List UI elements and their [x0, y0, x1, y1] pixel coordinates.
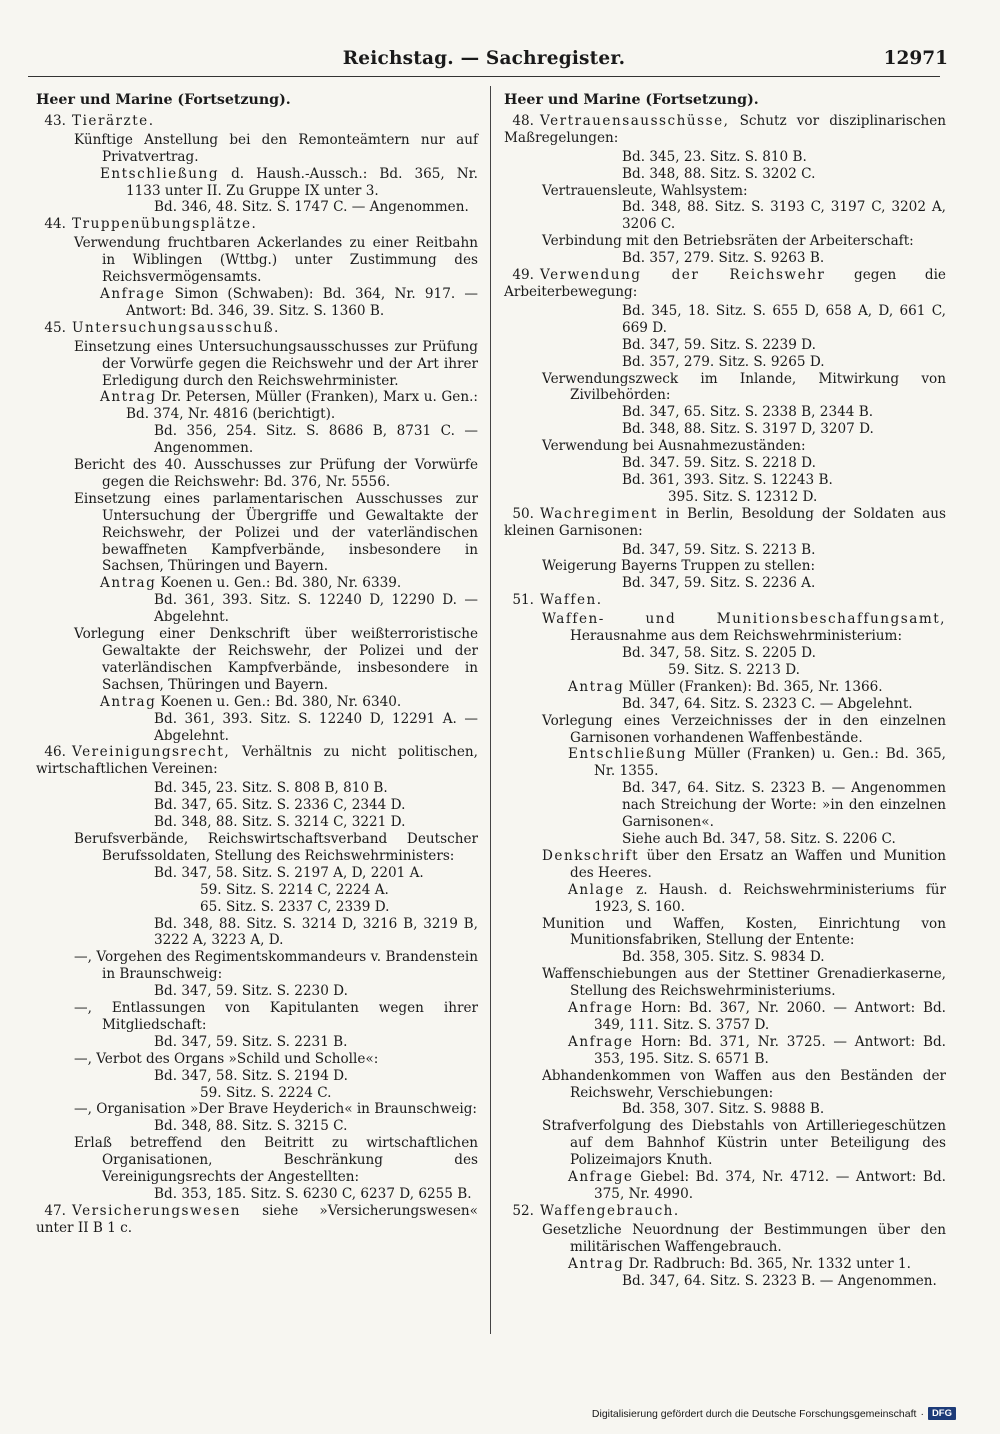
line-text: Verwendung fruchtbaren Ackerlandes zu einer Reitbahn in Wiblingen (Wttbg.) unter Zustimmung des Reichsvermögensamts.	[74, 235, 478, 286]
dfg-logo: DFG	[928, 1407, 956, 1420]
line-text: Bd. 361, 393. Sitz. S. 12243 B.	[622, 471, 833, 488]
line-text: Verwendungszweck im Inlande, Mitwirkung von Zivilbehörden:	[542, 370, 946, 404]
index-line	[36, 286, 478, 320]
index-line	[36, 983, 478, 1000]
footer	[592, 1407, 956, 1420]
line-text: Bd. 348, 88. Sitz. S. 3197 D, 3207 D.	[622, 421, 874, 438]
index-line	[504, 1118, 946, 1169]
line-text: Bd. 358, 307. Sitz. S. 9888 B.	[622, 1101, 825, 1118]
line-text: Bd. 345, 18. Sitz. S. 655 D, 658 A, D, 661 C, 669 D.	[622, 302, 946, 336]
line-text: Bd. 348, 88. Sitz. S. 3202 C.	[622, 165, 816, 182]
spaced-term: Antrag	[100, 389, 157, 406]
index-line	[504, 966, 946, 1000]
line-text: Horn: Bd. 367, Nr. 2060. — Antwort: Bd. 349, 111. Sitz. S. 3757 D.	[594, 1000, 946, 1033]
index-entry	[504, 506, 946, 540]
index-line	[36, 132, 478, 166]
index-line	[36, 199, 478, 216]
index-line	[36, 389, 478, 423]
line-text: Strafverfolgung des Diebstahls von Artilleriegeschützen auf dem Bahnhof Küstrin unter Beteiligung des Polizeimajors Knuth.	[542, 1118, 946, 1169]
line-text: gegen die Arbeiterbewegung:	[504, 267, 946, 300]
line-text: Koenen u. Gen.: Bd. 380, Nr. 6339.	[156, 575, 402, 592]
line-text: Munition und Waffen, Kosten, Einrichtung von Munitionsfabriken, Stellung der Entente:	[542, 915, 946, 949]
index-line	[36, 457, 478, 491]
spaced-term: Entschließung	[100, 165, 220, 182]
index-line	[504, 1000, 946, 1034]
index-line	[36, 1085, 478, 1102]
line-text: Verbindung mit den Betriebsräten der Arbeiterschaft:	[542, 233, 914, 250]
index-line	[504, 354, 946, 371]
line-text: 65. Sitz. S. 2337 C, 2339 D.	[200, 898, 390, 915]
index-line	[504, 1273, 946, 1290]
index-line	[36, 626, 478, 694]
index-line	[36, 1034, 478, 1051]
index-line	[504, 949, 946, 966]
index-entry	[36, 744, 478, 778]
index-entry	[504, 267, 946, 301]
line-text: Bd. 347, 58. Sitz. S. 2197 A, D, 2201 A.	[154, 864, 424, 881]
line-text: Bd. 347, 64. Sitz. S. 2323 C. — Abgelehnt.	[622, 695, 913, 712]
index-entry	[36, 113, 478, 130]
index-line	[504, 662, 946, 679]
line-text: Bd. 361, 393. Sitz. S. 12240 D, 12291 A. — Abgelehnt.	[154, 710, 478, 744]
line-text: Abhandenkommen von Waffen aus den Beständen der Reichswehr, Verschiebungen:	[542, 1067, 946, 1101]
spaced-term: Wachregiment	[540, 505, 659, 522]
index-line	[504, 1256, 946, 1273]
index-line	[504, 233, 946, 250]
left-column	[36, 92, 478, 1239]
index-line	[36, 831, 478, 865]
spaced-term: Anfrage	[568, 1169, 634, 1186]
line-text: z. Haush. d. Reichswehrministeriums für 1923, S. 160.	[594, 881, 946, 915]
spaced-term: Anfrage	[568, 1000, 634, 1017]
line-text: Bd. 348, 88. Sitz. S. 3193 C, 3197 C, 3202 A, 3206 C.	[622, 199, 946, 233]
line-text: siehe »Versicherungswesen« unter II B 1 c.	[36, 1202, 478, 1236]
line-text: Bd. 347, 59. Sitz. S. 2236 A.	[622, 575, 816, 592]
index-line	[36, 797, 478, 814]
index-line	[504, 696, 946, 713]
line-text: Bd. 361, 393. Sitz. S. 12240 D, 12290 D. — Abgelehnt.	[154, 592, 478, 626]
line-text: 59. Sitz. S. 2214 C, 2224 A.	[200, 881, 389, 898]
line-text: Bd. 347, 64. Sitz. S. 2323 B. — Angenommen.	[622, 1272, 937, 1289]
index-line	[36, 1186, 478, 1203]
page-number: 12971	[883, 48, 948, 69]
spaced-term: Versicherungswesen	[72, 1202, 241, 1219]
line-text: Bd. 346, 48. Sitz. S. 1747 C. — Angenommen.	[154, 199, 469, 216]
index-line	[504, 611, 946, 645]
line-text: 395. Sitz. S. 12312 D.	[668, 488, 818, 505]
spaced-term: Verwendung der Reichswehr	[540, 267, 826, 284]
index-line	[504, 421, 946, 438]
index-line	[36, 711, 478, 745]
line-text: Giebel: Bd. 374, Nr. 4712. — Antwort: Bd. 375, Nr. 4990.	[594, 1169, 946, 1202]
line-text: Bd. 345, 23. Sitz. S. 808 B, 810 B.	[154, 780, 388, 797]
index-line	[36, 1118, 478, 1135]
index-line	[36, 1000, 478, 1034]
index-line	[504, 780, 946, 831]
line-text: Bd. 347, 65. Sitz. S. 2338 B, 2344 B.	[622, 404, 874, 421]
line-text: in Berlin, Besoldung der Soldaten aus kleinen Garnisonen:	[504, 505, 946, 539]
spaced-term: Anfrage	[100, 285, 166, 302]
page-header	[28, 48, 948, 77]
index-line	[504, 575, 946, 592]
index-entry	[36, 1203, 478, 1237]
line-text: Bericht des 40. Ausschusses zur Prüfung der Vorwürfe gegen die Reichswehr: Bd. 376, Nr. 5556.	[74, 457, 478, 490]
line-text: 59. Sitz. S. 2224 C.	[200, 1084, 332, 1101]
spaced-term: Truppenübungsplätze.	[72, 216, 258, 233]
index-line	[504, 645, 946, 662]
section-heading: Heer und Marine (Fortsetzung).	[36, 92, 291, 108]
index-line	[36, 592, 478, 626]
line-text: Bd. 347, 58. Sitz. S. 2194 D.	[154, 1067, 348, 1084]
spaced-term: Untersuchungsausschuß.	[72, 319, 280, 336]
line-text: Bd. 348, 88. Sitz. S. 3215 C.	[154, 1118, 348, 1135]
line-text: Berufsverbände, Reichswirtschaftsverband Deutscher Berufssoldaten, Stellung des Reichswehrministers:	[74, 830, 478, 864]
index-line	[36, 882, 478, 899]
entry-number: 47.	[44, 1202, 66, 1219]
spaced-term: Tierärzte.	[72, 112, 155, 129]
line-text: Bd. 347, 58. Sitz. S. 2205 D.	[622, 645, 816, 661]
line-text: Simon (Schwaben): Bd. 364, Nr. 917. — Antwort: Bd. 346, 39. Sitz. S. 1360 B.	[126, 285, 478, 319]
index-line	[36, 423, 478, 457]
running-title: Reichstag. — Sachregister.	[342, 48, 626, 69]
line-text: Verwendung bei Ausnahmezuständen:	[542, 438, 806, 455]
spaced-term: Anfrage	[568, 1033, 634, 1050]
index-line	[36, 780, 478, 797]
spaced-term: Waffen- und Munitionsbeschaffungsamt,	[542, 611, 946, 628]
right-column	[504, 92, 946, 1289]
index-line	[36, 1135, 478, 1186]
line-text: Bd. 347, 59. Sitz. S. 2239 D.	[622, 336, 816, 353]
index-line	[504, 472, 946, 489]
entry-number: 45.	[44, 319, 66, 336]
spaced-term: Antrag	[100, 693, 157, 710]
index-line	[504, 746, 946, 780]
line-text: Müller (Franken) u. Gen.: Bd. 365, Nr. 1355.	[594, 746, 946, 780]
line-text: Horn: Bd. 371, Nr. 3725. — Antwort: Bd. 353, 195. Sitz. S. 6571 B.	[594, 1033, 946, 1067]
line-text: Vertrauensleute, Wahlsystem:	[542, 182, 748, 199]
funding-note: Digitalisierung gefördert durch die Deutsche Forschungsgemeinschaft	[591, 1407, 917, 1420]
index-line	[504, 1068, 946, 1102]
line-text: —, Vorgehen des Regimentskommandeurs v. Brandenstein in Braunschweig:	[74, 949, 478, 983]
line-text: Herausnahme aus dem Reichswehrministerium:	[570, 628, 903, 645]
entry-number: 51.	[512, 592, 534, 609]
line-text: Dr. Radbruch: Bd. 365, Nr. 1332 unter 1.	[624, 1255, 911, 1272]
line-text: Bd. 345, 23. Sitz. S. 810 B.	[622, 148, 807, 165]
index-entry	[36, 320, 478, 337]
line-text: Bd. 347, 59. Sitz. S. 2230 D.	[154, 983, 348, 1000]
index-line	[504, 713, 946, 747]
line-text: Schutz vor disziplinarischen Maßregelungen:	[504, 112, 946, 146]
line-text: Gesetzliche Neuordnung der Bestimmungen über den militärischen Waffengebrauch.	[542, 1221, 946, 1255]
index-line	[504, 1034, 946, 1068]
spaced-term: Vereinigungsrecht,	[72, 744, 231, 761]
line-text: d. Haush.-Aussch.: Bd. 365, Nr. 1133 unter II. Zu Gruppe IX unter 3.	[126, 165, 478, 199]
footer-separator: ·	[920, 1407, 924, 1420]
spaced-term: Antrag	[568, 678, 625, 695]
spaced-term: Antrag	[568, 1255, 625, 1272]
entry-number: 48.	[512, 112, 534, 129]
line-text: —, Entlassungen von Kapitulanten wegen ihrer Mitgliedschaft:	[74, 1000, 478, 1033]
index-line	[504, 438, 946, 455]
line-text: Verhältnis zu nicht politischen, wirtschaftlichen Vereinen:	[36, 744, 478, 778]
entry-number: 49.	[512, 267, 534, 284]
index-entry	[504, 113, 946, 147]
line-text: Einsetzung eines parlamentarischen Ausschusses zur Untersuchung der Übergriffe und Gewaltakte der Reichswehr, der Polizei und der vaterländischen bewaffneten Kampfverbände, insbesondere in Sachsen, Thüringen und Bayern.	[74, 490, 478, 575]
entry-number: 50.	[512, 505, 534, 522]
line-text: Erlaß betreffend den Beitritt zu wirtschaftlichen Organisationen, Beschränkung des Vereinigungsrechts der Angestellten:	[74, 1135, 478, 1186]
index-line	[504, 882, 946, 916]
line-text: Bd. 356, 254. Sitz. S. 8686 B, 8731 C. — Angenommen.	[154, 423, 478, 457]
line-text: Müller (Franken): Bd. 365, Nr. 1366.	[624, 678, 883, 695]
index-entry	[36, 216, 478, 233]
index-line	[36, 235, 478, 286]
index-line	[504, 337, 946, 354]
entry-number: 44.	[44, 216, 66, 233]
index-line	[36, 575, 478, 592]
line-text: —, Verbot des Organs »Schild und Scholle«:	[74, 1050, 379, 1067]
index-line	[36, 694, 478, 711]
line-text: Koenen u. Gen.: Bd. 380, Nr. 6340.	[156, 693, 402, 710]
line-text: Bd. 347, 65. Sitz. S. 2336 C, 2344 D.	[154, 797, 406, 814]
index-line	[504, 679, 946, 696]
line-text: Bd. 358, 305. Sitz. S. 9834 D.	[622, 949, 825, 966]
index-line	[504, 831, 946, 848]
line-text: Bd. 357, 279. Sitz. S. 9265 D.	[622, 353, 825, 370]
column-divider	[490, 86, 491, 1334]
index-line	[504, 558, 946, 575]
entry-number: 43.	[44, 112, 66, 129]
line-text: 59. Sitz. S. 2213 D.	[668, 661, 800, 678]
line-text: —, Organisation »Der Brave Heyderich« in Braunschweig:	[74, 1101, 478, 1118]
index-line	[36, 865, 478, 882]
index-line	[504, 489, 946, 506]
index-line	[504, 1222, 946, 1256]
line-text: Dr. Petersen, Müller (Franken), Marx u. Gen.: Bd. 374, Nr. 4816 (berichtigt).	[126, 389, 478, 423]
line-text: Bd. 353, 185. Sitz. S. 6230 C, 6237 D, 6255 B.	[154, 1186, 472, 1202]
index-line	[36, 899, 478, 916]
index-line	[504, 542, 946, 559]
index-line	[36, 1101, 478, 1118]
index-line	[504, 199, 946, 233]
entry-number: 46.	[44, 744, 66, 761]
index-line	[504, 303, 946, 337]
entry-number: 52.	[512, 1202, 534, 1219]
index-line	[504, 166, 946, 183]
index-line	[36, 1068, 478, 1085]
line-text: Siehe auch Bd. 347, 58. Sitz. S. 2206 C.	[622, 830, 896, 847]
line-text: Waffenschiebungen aus der Stettiner Grenadierkaserne, Stellung des Reichswehrministeriums.	[542, 966, 946, 1000]
line-text: Vorlegung einer Denkschrift über weißterroristische Gewaltakte der Reichswehr, der Polizei und der vaterländischen Kampfverbände, insbesondere in Sachsen, Thüringen und Bayern.	[74, 626, 478, 693]
index-line	[36, 1051, 478, 1068]
line-text: Bd. 357, 279. Sitz. S. 9263 B.	[622, 250, 825, 267]
spaced-term: Waffen.	[540, 592, 603, 609]
index-line	[36, 339, 478, 390]
line-text: Bd. 348, 88. Sitz. S. 3214 C, 3221 D.	[154, 814, 406, 831]
index-line	[504, 404, 946, 421]
spaced-term: Anlage	[568, 881, 625, 898]
line-text: Künftige Anstellung bei den Remonteämtern nur auf Privatvertrag.	[74, 131, 478, 165]
index-line	[504, 1169, 946, 1203]
section-heading: Heer und Marine (Fortsetzung).	[504, 92, 759, 108]
spaced-term: Denkschrift	[542, 847, 640, 864]
line-text: Bd. 347, 64. Sitz. S. 2323 B. — Angenommen nach Streichung der Worte: »in den einzelnen Garnisonen«.	[622, 780, 946, 831]
line-text: Weigerung Bayerns Truppen zu stellen:	[542, 558, 816, 575]
index-line	[504, 149, 946, 166]
index-line	[36, 949, 478, 983]
index-line	[504, 848, 946, 882]
spaced-term: Entschließung	[568, 746, 688, 763]
index-entry	[504, 1203, 946, 1220]
index-line	[36, 814, 478, 831]
spaced-term: Vertrauensausschüsse,	[540, 112, 730, 129]
line-text: über den Ersatz an Waffen und Munition des Heeres.	[570, 847, 946, 881]
line-text: Bd. 347, 59. Sitz. S. 2231 B.	[154, 1033, 348, 1050]
index-line	[504, 371, 946, 405]
index-line	[504, 183, 946, 200]
index-line	[504, 250, 946, 267]
index-line	[504, 916, 946, 950]
index-line	[36, 166, 478, 200]
spaced-term: Waffengebrauch.	[540, 1202, 680, 1219]
line-text: Bd. 347, 59. Sitz. S. 2213 B.	[622, 541, 816, 558]
index-line	[36, 491, 478, 576]
line-text: Vorlegung eines Verzeichnisses der in den einzelnen Garnisonen vorhandenen Waffenbestände.	[542, 712, 946, 746]
line-text: Einsetzung eines Untersuchungsausschusses zur Prüfung der Vorwürfe gegen die Reichswehr und der Art ihrer Erledigung durch den Reichswehrminister.	[74, 338, 478, 389]
index-entry	[504, 592, 946, 609]
spaced-term: Antrag	[100, 575, 157, 592]
line-text: Bd. 347. 59. Sitz. S. 2218 D.	[622, 455, 816, 472]
line-text: Bd. 348, 88. Sitz. S. 3214 D, 3216 B, 3219 B, 3222 A, 3223 A, D.	[154, 915, 478, 949]
index-line	[36, 916, 478, 950]
index-line	[504, 1101, 946, 1118]
index-line	[504, 455, 946, 472]
